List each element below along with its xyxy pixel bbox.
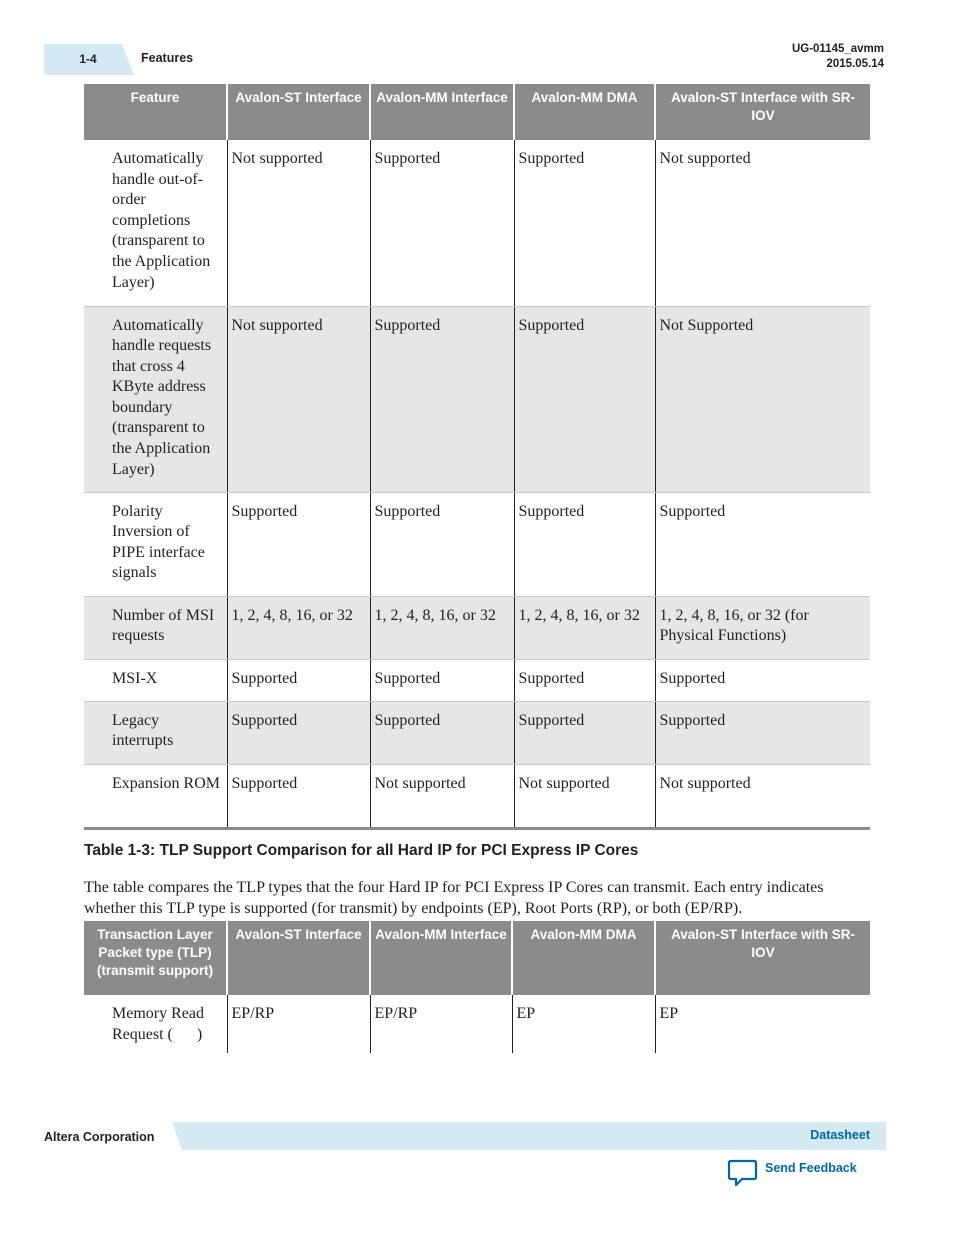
table-cell: Supported xyxy=(514,701,655,764)
table-cell: Supported xyxy=(227,764,370,828)
table-row xyxy=(84,659,870,701)
feature-cell: Polarity Inversion of PIPE interface signals xyxy=(84,492,227,596)
table-cell: Not supported xyxy=(370,764,514,828)
table-cell: EP/RP xyxy=(227,995,370,1053)
doc-info xyxy=(792,42,884,72)
send-feedback-link[interactable]: Send Feedback xyxy=(765,1161,857,1175)
table-cell: Supported xyxy=(514,140,655,306)
table-cell: Supported xyxy=(655,701,870,764)
feature-cell: Expansion ROM xyxy=(84,764,227,828)
table-row xyxy=(84,596,870,659)
column-header: Avalon-ST Interface xyxy=(227,921,370,995)
page-number: 1-4 xyxy=(79,52,97,66)
table-header-row xyxy=(84,921,870,995)
table-description: The table compares the TLP types that the four Hard IP for PCI Express IP Cores can transmit. Each entry indicates whether this TLP type is supported (for transmit) by endpoints (EP), Root Ports (RP), or both (EP/RP). xyxy=(84,879,824,917)
table-row xyxy=(84,995,870,1053)
table-header-row xyxy=(84,84,870,140)
table-cell: Supported xyxy=(655,659,870,701)
table-cell: 1, 2, 4, 8, 16, or 32 xyxy=(370,596,514,659)
table-cell: EP xyxy=(512,995,655,1053)
table-cell: Not supported xyxy=(227,140,370,306)
table-row xyxy=(84,492,870,596)
table-row xyxy=(84,764,870,828)
feature-cell: Automatically handle requests that cross 4 KByte address boundary (transparent to the Application Layer) xyxy=(84,306,227,492)
table-caption: Table 1-3: TLP Support Comparison for all Hard IP for PCI Express IP Cores xyxy=(84,842,639,859)
table-cell: Not Supported xyxy=(655,306,870,492)
table-cell: Supported xyxy=(370,701,514,764)
feature-cell: Legacy interrupts xyxy=(84,701,227,764)
column-header: Avalon-ST Interface with SR-IOV xyxy=(655,921,870,995)
table-cell: Supported xyxy=(655,492,870,596)
feature-cell: Number of MSI requests xyxy=(84,596,227,659)
table-cell: Supported xyxy=(227,492,370,596)
table-cell: Supported xyxy=(514,492,655,596)
table-row xyxy=(84,701,870,764)
feature-cell: MSI-X xyxy=(84,659,227,701)
column-header: Avalon-MM Interface xyxy=(370,84,514,140)
table-cell: Supported xyxy=(370,140,514,306)
doc-date: 2015.05.14 xyxy=(826,58,884,70)
table-cell: Not supported xyxy=(655,764,870,828)
column-header: Avalon-MM DMA xyxy=(514,84,655,140)
table-cell: EP xyxy=(655,995,870,1053)
table-row xyxy=(84,140,870,306)
table-cell: Not supported xyxy=(227,306,370,492)
table-cell: 1, 2, 4, 8, 16, or 32 (for Physical Functions) xyxy=(655,596,870,659)
column-header: Avalon-MM DMA xyxy=(512,921,655,995)
table-row xyxy=(84,306,870,492)
table-cell: Supported xyxy=(370,306,514,492)
footer-bar xyxy=(172,1122,886,1150)
table-cell: Supported xyxy=(514,306,655,492)
column-header: Transaction Layer Packet type (TLP) (transmit support) xyxy=(84,921,227,995)
feature-cell: Automatically handle out-of-order completions (transparent to the Application Layer) xyxy=(84,140,227,306)
column-header: Avalon-ST Interface with SR-IOV xyxy=(655,84,870,140)
table-cell: Supported xyxy=(370,659,514,701)
column-header: Avalon-MM Interface xyxy=(370,921,512,995)
section-title: Features xyxy=(141,51,194,65)
table-cell: Supported xyxy=(227,659,370,701)
company-name: Altera Corporation xyxy=(44,1130,155,1144)
doc-id: UG-01145_avmm xyxy=(791,43,884,55)
table-cell: Not supported xyxy=(514,764,655,828)
tlp-support-table xyxy=(84,921,870,1053)
table-cell: 1, 2, 4, 8, 16, or 32 xyxy=(227,596,370,659)
feature-cell: Memory Read Request ( ) xyxy=(112,1005,208,1043)
table-cell: Not supported xyxy=(655,140,870,306)
table-cell: EP/RP xyxy=(370,995,512,1053)
column-header: Feature xyxy=(84,84,227,140)
feature-comparison-table xyxy=(84,84,870,830)
table-cell: 1, 2, 4, 8, 16, or 32 xyxy=(514,596,655,659)
doc-type-link[interactable]: Datasheet xyxy=(810,1128,870,1142)
table-cell: Supported xyxy=(370,492,514,596)
table-cell: Supported xyxy=(227,701,370,764)
table-cell: Supported xyxy=(514,659,655,701)
column-header: Avalon-ST Interface xyxy=(227,84,370,140)
